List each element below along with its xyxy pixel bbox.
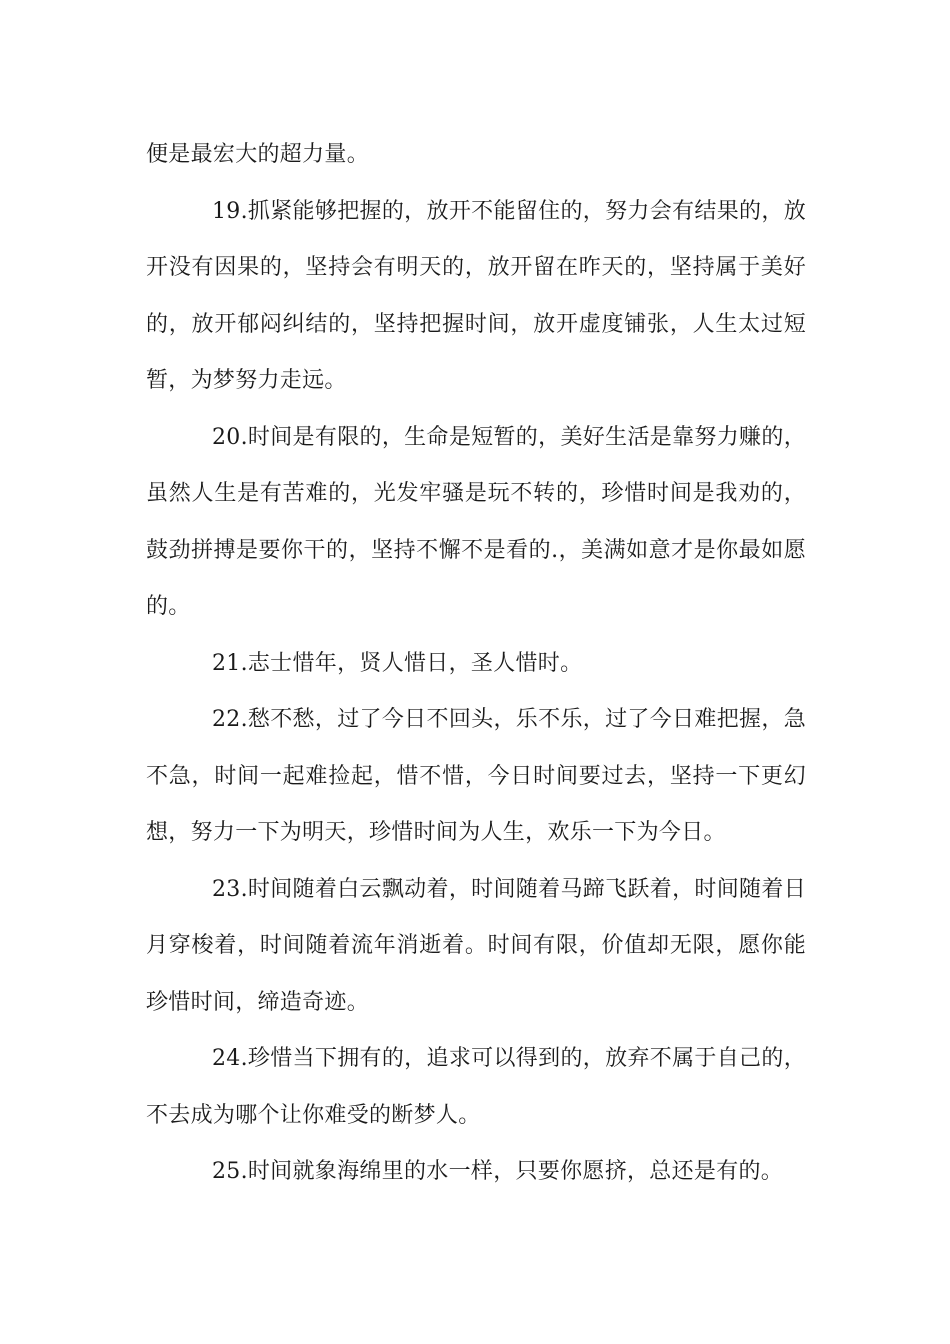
paragraph-item-25: 25.时间就象海绵里的水一样，只要你愿挤，总还是有的。 xyxy=(212,1159,784,1184)
paragraph-item-20: 20.时间是有限的，生命是短暂的，美好生活是靠努力赚的，虽然人生是有苦难的，光发牢骚是玩不转的，珍惜时间是我劝的，鼓劲拼搏是要你干的，坚持不懈不是看的.，美满如意才是你最如愿的。 xyxy=(146,424,806,619)
document-body xyxy=(146,127,806,1201)
paragraph-continuation: 便是最宏大的超力量。 xyxy=(146,142,370,167)
paragraph-item-24: 24.珍惜当下拥有的，追求可以得到的，放弃不属于自己的，不去成为哪个让你难受的断梦人。 xyxy=(146,1046,806,1128)
paragraph-item-23: 23.时间随着白云飘动着，时间随着马蹄飞跃着，时间随着日月穿梭着，时间随着流年消逝着。时间有限，价值却无限，愿你能珍惜时间，缔造奇迹。 xyxy=(146,876,806,1015)
paragraph-item-21: 21.志士惜年，贤人惜日，圣人惜时。 xyxy=(212,650,583,676)
paragraph-item-22: 22.愁不愁，过了今日不回头，乐不乐，过了今日难把握，急不急，时间一起难捡起，惜不惜，今日时间要过去，坚持一下更幻想，努力一下为明天，珍惜时间为人生，欢乐一下为今日。 xyxy=(146,707,806,845)
paragraph-item-19: 19.抓紧能够把握的，放开不能留住的，努力会有结果的，放开没有因果的，坚持会有明天的，放开留在昨天的，坚持属于美好的，放开郁闷纠结的，坚持把握时间，放开虚度铺张，人生太过短暂，为梦努力走远。 xyxy=(146,198,806,393)
